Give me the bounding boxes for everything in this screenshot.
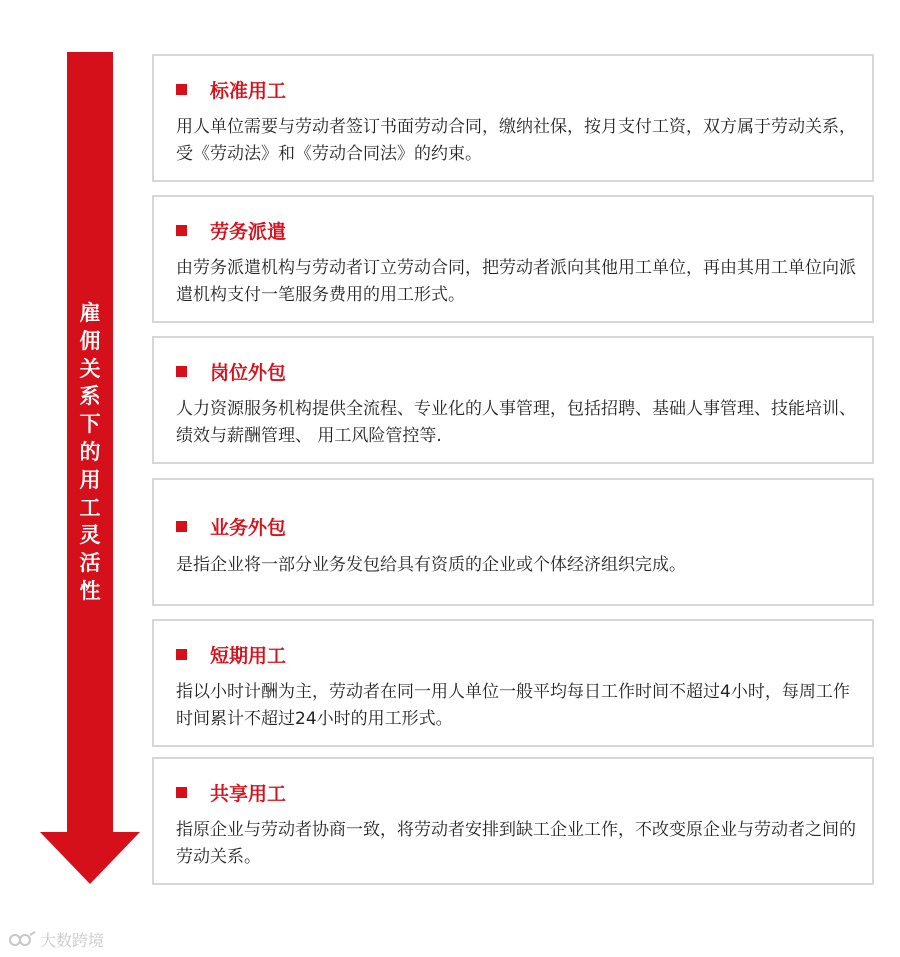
red-square-bullet-icon <box>176 225 187 236</box>
card-description: 是指企业将一部分业务发包给具有资质的企业或个体经济组织完成。 <box>176 555 686 575</box>
card-job-outsourcing <box>152 336 874 464</box>
card-title: 岗位外包 <box>210 362 287 384</box>
side-label: 雇佣关系下的用工灵活性 <box>79 301 101 603</box>
red-square-bullet-icon <box>176 366 187 377</box>
red-square-bullet-icon <box>176 649 187 660</box>
card-title: 共享用工 <box>210 783 287 805</box>
red-square-bullet-icon <box>176 521 187 532</box>
red-square-bullet-icon <box>176 84 187 95</box>
card-description: 指以小时计酬为主，劳动者在同一用人单位一般平均每日工作时间不超过4小时，每周工作时间累计不超过24小时的用工形式。 <box>176 682 850 729</box>
card-description: 用人单位需要与劳动者签订书面劳动合同，缴纳社保，按月支付工资，双方属于劳动关系，受《劳动法》和《劳动合同法》的约束。 <box>176 117 856 164</box>
watermark-text: 大数跨境 <box>40 931 105 950</box>
card-title: 标准用工 <box>210 80 287 102</box>
card-description: 人力资源服务机构提供全流程、专业化的人事管理，包括招聘、基础人事管理、技能培训、绩效与薪酬管理、 用工风险管控等. <box>176 399 856 446</box>
card-labor-dispatch <box>152 195 874 323</box>
card-title: 劳务派遣 <box>210 221 287 243</box>
card-description: 指原企业与劳动者协商一致，将劳动者安排到缺工企业工作，不改变原企业与劳动者之间的劳动关系。 <box>176 820 856 867</box>
card-title: 业务外包 <box>210 517 287 539</box>
card-shared-employment <box>152 757 874 885</box>
card-business-outsourcing <box>152 478 874 606</box>
card-description: 由劳务派遣机构与劳动者订立劳动合同，把劳动者派向其他用工单位，再由其用工单位向派遣机构支付一笔服务费用的用工形式。 <box>176 258 856 305</box>
watermark <box>8 928 104 951</box>
card-standard-employment <box>152 54 874 182</box>
card-short-term-employment <box>152 619 874 747</box>
red-square-bullet-icon <box>176 787 187 798</box>
card-title: 短期用工 <box>210 645 287 667</box>
logo-icon <box>8 930 36 950</box>
